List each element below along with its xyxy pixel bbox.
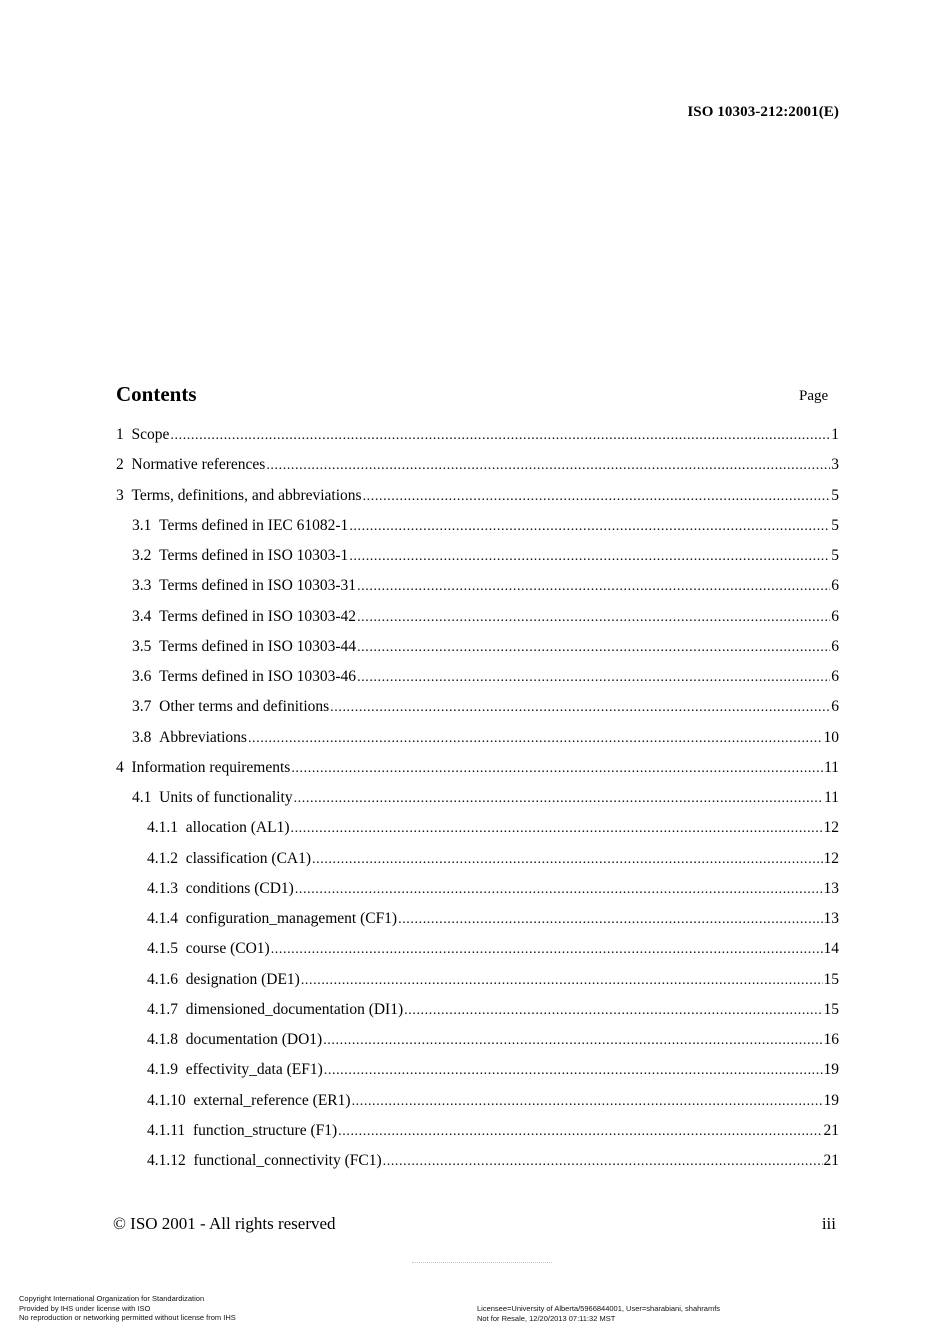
toc-entry-title: dimensioned_documentation (DI1)	[185, 1000, 404, 1018]
toc-entry-page: 11	[824, 789, 839, 806]
toc-entry-number: 4.1.12	[147, 1152, 186, 1169]
toc-entry-title: Terms, definitions, and abbreviations	[131, 486, 362, 504]
toc-entry[interactable]	[116, 1025, 839, 1055]
toc-entry-number: 4.1.9	[147, 1061, 178, 1079]
toc-entry[interactable]	[116, 511, 839, 541]
toc-entry-title: allocation (AL1)	[185, 819, 290, 837]
toc-entry[interactable]	[116, 481, 839, 511]
toc-entry-page: 10	[823, 728, 839, 746]
dot-leader	[323, 1026, 822, 1056]
dot-leader	[357, 572, 830, 602]
toc-entry-number: 3.3	[132, 577, 152, 595]
toc-entry-title: Terms defined in ISO 10303-46	[159, 668, 357, 685]
toc-entry-number: 4.1.5	[147, 940, 178, 958]
toc-entry[interactable]	[116, 602, 839, 632]
footer-copyright: © ISO 2001 - All rights reserved	[113, 1214, 336, 1233]
toc-entry[interactable]	[116, 541, 839, 571]
toc-entry-title: conditions (CD1)	[185, 879, 294, 897]
toc-entry[interactable]	[116, 1146, 839, 1176]
toc-entry-page: 12	[823, 819, 839, 837]
toc-entry-number: 3.4	[132, 607, 152, 625]
toc-entry-page: 6	[831, 637, 839, 655]
contents-title: Contents	[116, 382, 197, 406]
toc-entry-number: 3.5	[132, 637, 152, 655]
toc-entry-number: 3.8	[132, 728, 152, 746]
toc-entry[interactable]	[116, 1086, 839, 1116]
toc-entry[interactable]	[116, 662, 839, 692]
dot-leader	[301, 966, 823, 996]
toc-entry[interactable]	[116, 632, 839, 662]
toc-entry-title: Scope	[131, 426, 170, 443]
toc-entry-title: course (CO1)	[185, 940, 270, 958]
license-line: Copyright International Organization for Standardization	[19, 1294, 205, 1303]
toc-entry-page: 5	[831, 486, 839, 504]
toc-entry-page: 5	[831, 547, 839, 564]
toc-entry-title: function_structure (F1)	[192, 1121, 338, 1139]
toc-entry-page: 21	[823, 1121, 839, 1139]
toc-entry[interactable]	[116, 783, 839, 813]
toc-entry[interactable]	[116, 874, 839, 904]
license-notice-right	[477, 1304, 720, 1323]
toc-entry-page: 19	[823, 1091, 839, 1109]
toc-entry-number: 4.1.4	[147, 910, 178, 927]
toc-entry-number: 4.1.2	[147, 849, 178, 867]
toc-entry-page: 14	[823, 940, 839, 958]
toc-entry-number: 3.7	[132, 698, 152, 716]
dot-leader	[357, 603, 830, 633]
toc-entry[interactable]	[116, 420, 839, 450]
dot-leader	[312, 845, 822, 875]
toc-entry[interactable]	[116, 450, 839, 480]
toc-entry[interactable]	[116, 844, 839, 874]
dot-leader	[383, 1147, 823, 1177]
dot-leader	[349, 542, 830, 572]
toc-entry-page: 5	[831, 516, 839, 534]
dot-leader	[363, 482, 831, 512]
toc-entry[interactable]	[116, 571, 839, 601]
toc-entry-title: Terms defined in ISO 10303-42	[159, 607, 357, 625]
toc-entry[interactable]	[116, 1116, 839, 1146]
dot-leader	[271, 935, 823, 965]
toc-entry-title: Other terms and definitions	[159, 698, 330, 716]
dot-leader	[170, 421, 830, 451]
toc-entry-page: 6	[831, 577, 839, 595]
toc-entry-title: configuration_management (CF1)	[185, 910, 398, 927]
toc-entry-title: Terms defined in ISO 10303-1	[159, 547, 349, 564]
faint-divider	[412, 1262, 552, 1267]
dot-leader	[330, 693, 830, 723]
toc-entry-page: 19	[823, 1061, 839, 1079]
dot-leader	[338, 1117, 822, 1147]
toc-entry-number: 3.1	[132, 516, 152, 534]
dot-leader	[324, 1056, 823, 1086]
document-code: ISO 10303-212:2001(E)	[687, 104, 839, 120]
toc-entry-page: 15	[823, 970, 839, 988]
license-line: No reproduction or networking permitted without license from IHS	[19, 1313, 236, 1322]
toc-entry[interactable]	[116, 692, 839, 722]
toc-entry-page: 6	[831, 698, 839, 716]
dot-leader	[352, 1087, 823, 1117]
toc-entry-page: 21	[823, 1152, 839, 1169]
toc-entry-title: effectivity_data (EF1)	[185, 1061, 323, 1079]
toc-entry-number: 4.1.3	[147, 879, 178, 897]
toc-entry-title: Information requirements	[131, 758, 291, 776]
table-of-contents	[116, 420, 839, 1176]
toc-entry-number: 4.1.7	[147, 1000, 178, 1018]
page-column-label: Page	[799, 388, 829, 404]
toc-entry-number: 3	[116, 486, 124, 504]
toc-entry-number: 4.1.1	[147, 819, 178, 837]
dot-leader	[266, 451, 830, 481]
toc-entry[interactable]	[116, 753, 839, 783]
toc-entry-title: designation (DE1)	[185, 970, 300, 988]
toc-entry-page: 11	[824, 758, 839, 776]
toc-entry-number: 3.2	[132, 547, 152, 564]
dot-leader	[349, 512, 830, 542]
toc-entry[interactable]	[116, 1055, 839, 1085]
dot-leader	[357, 633, 830, 663]
toc-entry-number: 4.1.10	[147, 1091, 186, 1109]
toc-entry-title: Units of functionality	[159, 789, 293, 806]
toc-entry-page: 12	[823, 849, 839, 867]
toc-entry-page: 1	[831, 426, 839, 443]
dot-leader	[357, 663, 830, 693]
toc-entry-number: 2	[116, 456, 124, 474]
toc-entry-title: Terms defined in ISO 10303-44	[159, 637, 357, 655]
dot-leader	[398, 905, 822, 935]
license-line: Licensee=University of Alberta/5966844001, User=sharabiani, shahramfs	[477, 1304, 721, 1313]
toc-entry-number: 4.1.8	[147, 1031, 178, 1048]
dot-leader	[404, 996, 822, 1026]
toc-entry-title: external_reference (ER1)	[193, 1091, 351, 1109]
dot-leader	[248, 724, 823, 754]
toc-entry-number: 4.1	[132, 789, 152, 806]
toc-entry-title: Abbreviations	[159, 728, 247, 746]
dot-leader	[290, 814, 822, 844]
toc-entry-page: 6	[831, 668, 839, 685]
dot-leader	[294, 784, 823, 814]
toc-entry-number: 4	[116, 758, 124, 776]
toc-entry-number: 3.6	[132, 668, 152, 685]
toc-entry-page: 3	[831, 456, 839, 474]
toc-entry-page: 13	[823, 910, 839, 927]
toc-entry-page: 15	[823, 1000, 839, 1018]
toc-entry[interactable]	[116, 813, 839, 843]
toc-entry-number: 1	[116, 426, 124, 443]
toc-entry-number: 4.1.6	[147, 970, 178, 988]
toc-entry-title: documentation (DO1)	[185, 1031, 323, 1048]
toc-entry-title: Terms defined in ISO 10303-31	[159, 577, 357, 595]
toc-entry-title: Terms defined in IEC 61082-1	[159, 516, 349, 534]
toc-entry[interactable]	[116, 965, 839, 995]
toc-entry-title: Normative references	[131, 456, 266, 474]
toc-entry-number: 4.1.11	[147, 1121, 186, 1139]
toc-entry[interactable]	[116, 904, 839, 934]
dot-leader	[295, 875, 823, 905]
toc-entry-page: 6	[831, 607, 839, 625]
toc-entry[interactable]	[116, 995, 839, 1025]
toc-entry[interactable]	[116, 723, 839, 753]
dot-leader	[291, 754, 823, 784]
license-notice-left	[19, 1294, 236, 1323]
toc-entry-title: classification (CA1)	[185, 849, 312, 867]
footer-page-number: iii	[821, 1214, 836, 1233]
toc-entry-title: functional_connectivity (FC1)	[193, 1152, 382, 1169]
license-line: Provided by IHS under license with ISO	[19, 1303, 151, 1313]
toc-entry-page: 13	[823, 879, 839, 897]
license-line: Not for Resale, 12/20/2013 07:11:32 MST	[477, 1313, 616, 1323]
toc-entry[interactable]	[116, 934, 839, 964]
toc-entry-page: 16	[823, 1031, 839, 1048]
